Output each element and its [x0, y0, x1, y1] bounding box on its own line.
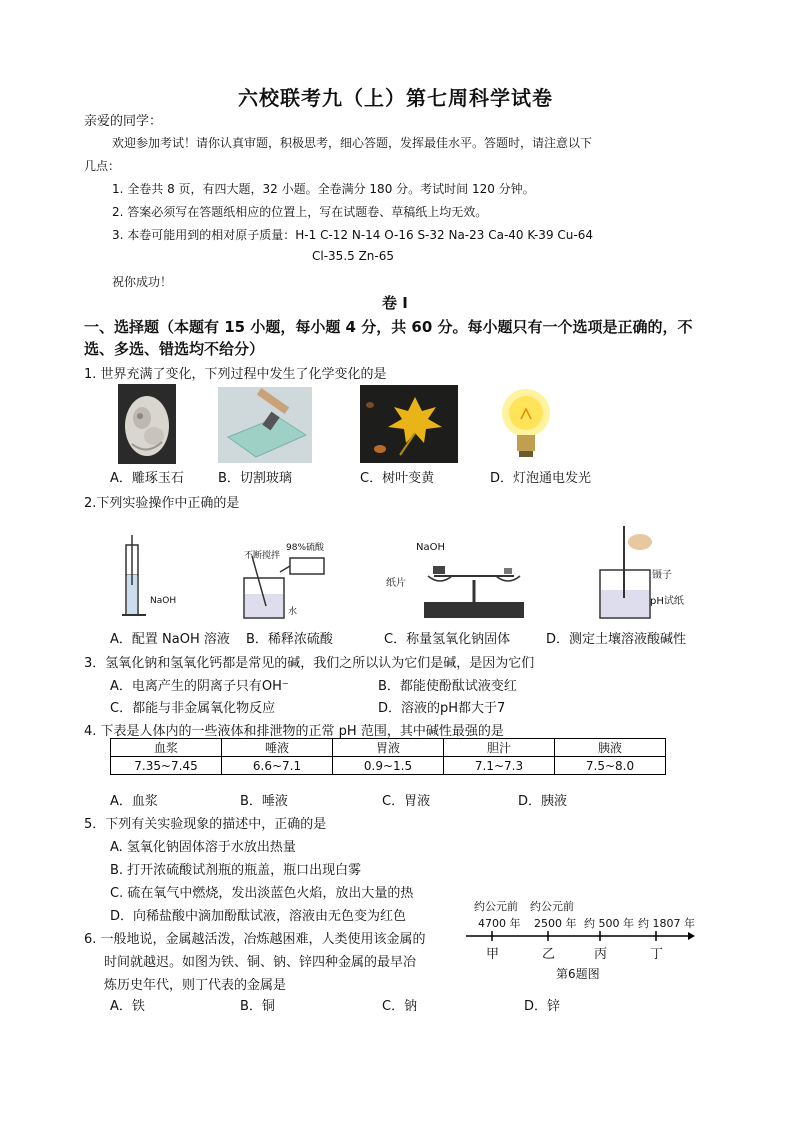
table-header: 胃液: [333, 739, 444, 757]
q4-stem: 4. 下表是人体内的一些液体和排泄物的正常 pH 范围，其中碱性最强的是: [84, 724, 504, 739]
q2-option-a[interactable]: A．配置 NaOH 溶液: [110, 632, 230, 647]
timeline-top-label: 约公元前: [474, 900, 518, 913]
q5-stem: 5．下列有关实验现象的描述中，正确的是: [84, 817, 327, 832]
table-cell: 7.35~7.45: [111, 757, 222, 775]
q1-option-a[interactable]: A．雕琢玉石: [110, 471, 184, 486]
q6-option-d[interactable]: D．锌: [524, 999, 561, 1014]
yellow-leaf-image: [360, 385, 458, 463]
timeline-point: 甲: [486, 947, 500, 962]
q4-option-b[interactable]: B．唾液: [240, 794, 288, 809]
timeline-year: 2500 年: [534, 917, 577, 930]
section-heading: 一、选择题（本题有 15 小题，每小题 4 分，共 60 分。每小题只有一个选项是正确的，不: [84, 318, 693, 336]
q5-option-a[interactable]: A. 氢氧化钠固体溶于水放出热量: [110, 840, 296, 855]
fig-b-water-label: 水: [288, 607, 298, 617]
note-2: 2. 答案必须写在答题纸相应的位置上，写在试题卷、草稿纸上均无效。: [112, 205, 488, 219]
balance-figure: [384, 540, 534, 624]
timeline-axis: [464, 928, 696, 944]
q6-option-a[interactable]: A．铁: [110, 999, 145, 1014]
q2-option-b[interactable]: B．稀释浓硫酸: [246, 632, 333, 647]
intro-text-cont: 几点：: [84, 159, 121, 173]
q5-option-b[interactable]: B. 打开浓硫酸试剂瓶的瓶盖，瓶口出现白雾: [110, 863, 362, 878]
table-cell: 7.5~8.0: [555, 757, 666, 775]
q6-option-c[interactable]: C．钠: [382, 999, 418, 1014]
ph-table: [110, 738, 666, 775]
table-header: 胆汁: [444, 739, 555, 757]
page-title: 六校联考九（上）第七周科学试卷: [238, 86, 553, 110]
jade-carving-image: [118, 384, 176, 464]
timeline-point: 丙: [594, 947, 608, 962]
q1-option-d[interactable]: D．灯泡通电发光: [490, 471, 592, 486]
q2-option-c[interactable]: C．称量氢氧化钠固体: [384, 632, 511, 647]
fig-b-acid-label: 98%硫酸: [286, 543, 325, 553]
q3-option-a[interactable]: A．电离产生的阴离子只有OH⁻: [110, 679, 289, 694]
q4-option-d[interactable]: D．胰液: [518, 794, 568, 809]
q1-option-c[interactable]: C．树叶变黄: [360, 471, 435, 486]
q6-stem-cont: 炼历史年代，则丁代表的金属是: [104, 978, 287, 993]
q1-stem: 1. 世界充满了变化，下列过程中发生了化学变化的是: [84, 367, 387, 382]
timeline-top-label: 约公元前: [530, 900, 574, 913]
q4-option-c[interactable]: C．胃液: [382, 794, 431, 809]
q3-option-c[interactable]: C．都能与非金属氧化物反应: [110, 701, 276, 716]
q6-stem-cont: 时间就越迟。如图为铁、铜、钠、锌四种金属的最早冶: [104, 955, 417, 970]
light-bulb-image: [497, 385, 555, 463]
fig-c-paper-label: 纸片: [386, 578, 406, 589]
fig-d-tweezer-label: 镊子: [652, 570, 672, 581]
q4-option-a[interactable]: A．血浆: [110, 794, 158, 809]
note-3: 3. 本卷可能用到的相对原子质量：H-1 C-12 N-14 O-16 S-32 Na-23 Ca-40 K-39 Cu-64: [112, 228, 593, 242]
q1-option-b[interactable]: B．切割玻璃: [218, 471, 292, 486]
timeline-point: 丁: [650, 947, 664, 962]
q5-option-d[interactable]: D．向稀盐酸中滴加酚酞试液，溶液由无色变为红色: [110, 909, 407, 924]
wish-text: 祝你成功！: [112, 275, 173, 289]
q5-option-c[interactable]: C. 硫在氧气中燃烧，发出淡蓝色火焰，放出大量的热: [110, 886, 414, 901]
table-header: 胰液: [555, 739, 666, 757]
q6-stem: 6. 一般地说，金属越活泼，冶炼越困难，人类使用该金属的: [84, 932, 426, 947]
timeline-year: 约 500 年: [584, 917, 634, 930]
table-header: 唾液: [222, 739, 333, 757]
fig-b-stir-label: 不断搅拌: [244, 551, 281, 561]
figure-caption: 第6题图: [556, 967, 600, 981]
glass-cutting-image: [218, 387, 312, 463]
timeline-year: 4700 年: [478, 917, 521, 930]
note-3-cont: Cl-35.5 Zn-65: [312, 249, 395, 263]
volume-label: 卷 I: [382, 294, 408, 312]
q2-stem: 2.下列实验操作中正确的是: [84, 496, 240, 511]
timeline-year: 约 1807 年: [638, 917, 695, 930]
q6-option-b[interactable]: B．铜: [240, 999, 275, 1014]
fig-d-ph-label: pH试纸: [650, 596, 684, 607]
naoh-cylinder-figure: [118, 535, 180, 621]
ph-test-figure: [596, 526, 656, 622]
q2-option-d[interactable]: D．测定土壤溶液酸碱性: [546, 632, 687, 647]
greeting: 亲爱的同学：: [84, 114, 163, 129]
fig-a-naoh-label: NaOH: [150, 596, 177, 606]
q3-stem: 3．氢氧化钠和氢氧化钙都是常见的碱，我们之所以认为它们是碱，是因为它们: [84, 656, 535, 671]
timeline-point: 乙: [542, 947, 556, 962]
fig-c-naoh-label: NaOH: [416, 542, 445, 553]
intro-text: 欢迎参加考试！请你认真审题，积极思考，细心答题，发挥最佳水平。答题时，请注意以下: [112, 136, 593, 150]
q3-option-b[interactable]: B．都能使酚酞试液变红: [378, 679, 517, 694]
table-cell: 6.6~7.1: [222, 757, 333, 775]
section-heading-cont: 选、多选、错选均不给分）: [84, 340, 265, 358]
note-1: 1. 全卷共 8 页，有四大题，32 小题。全卷满分 180 分。考试时间 120 分钟。: [112, 182, 535, 196]
table-cell: 7.1~7.3: [444, 757, 555, 775]
q3-option-d[interactable]: D．溶液的pH都大于7: [378, 701, 506, 716]
table-cell: 0.9~1.5: [333, 757, 444, 775]
table-header: 血浆: [111, 739, 222, 757]
